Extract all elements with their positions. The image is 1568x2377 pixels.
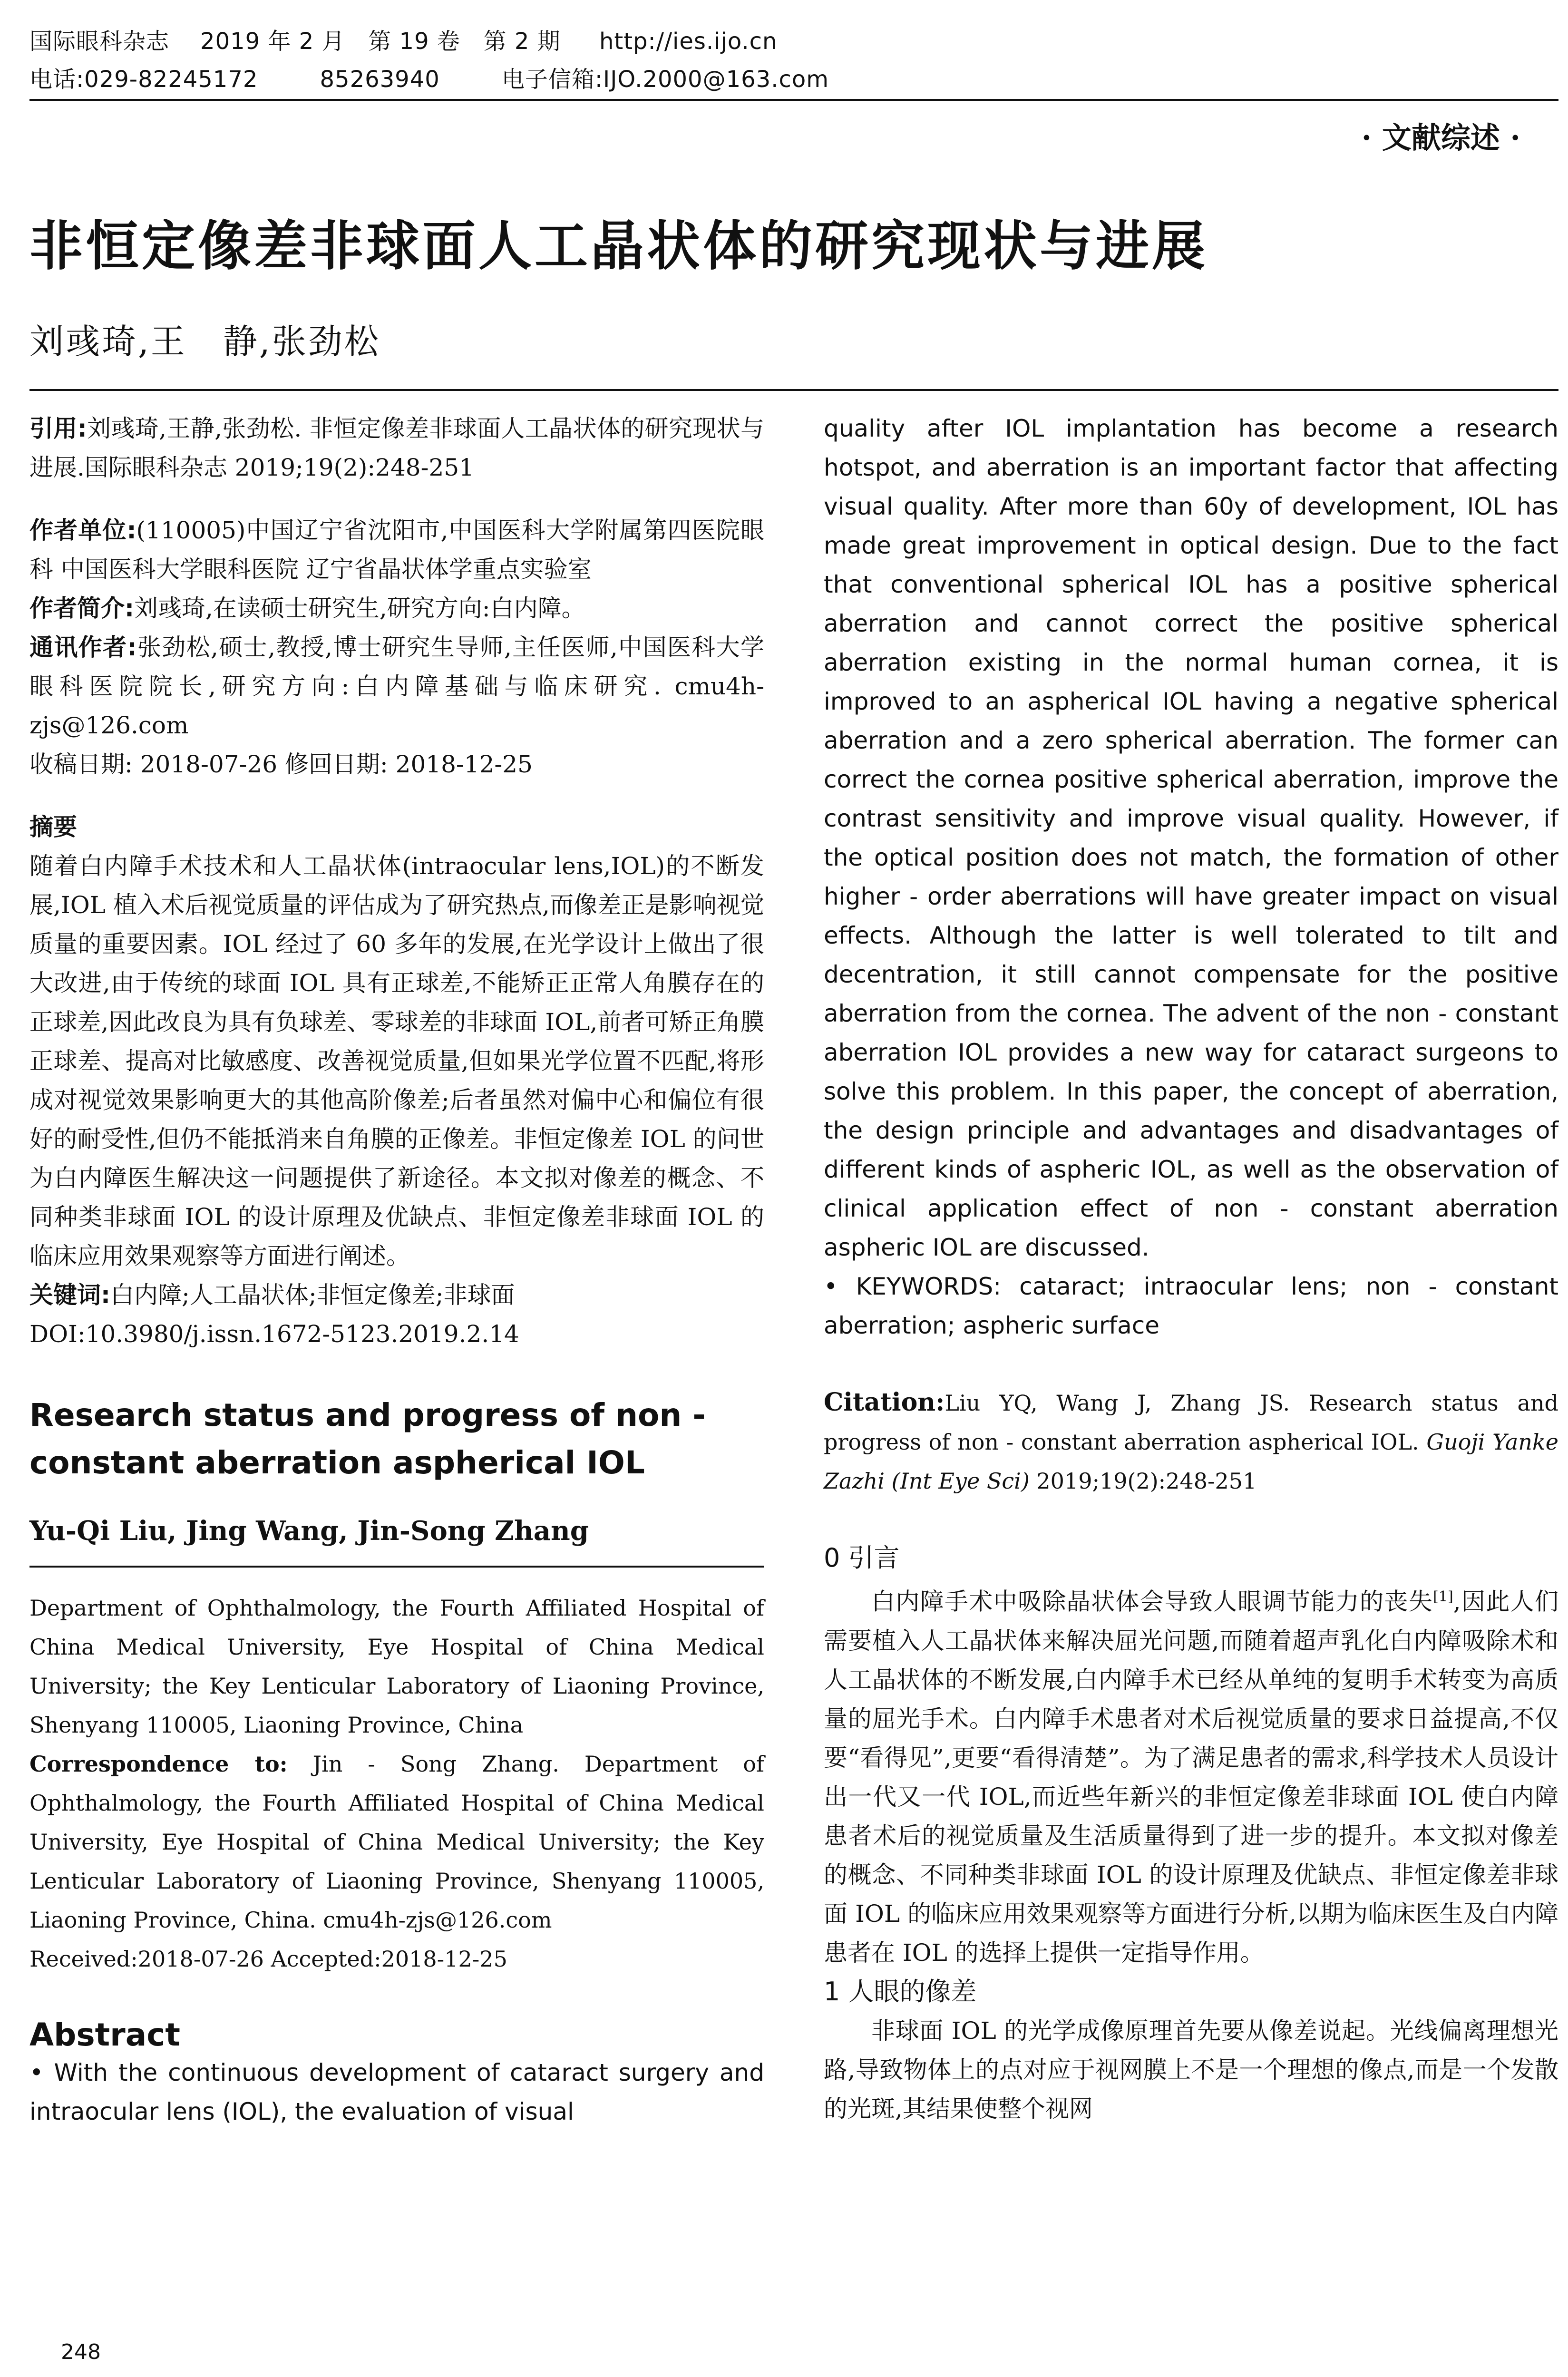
section-tag: · 文献综述 ·: [1361, 120, 1520, 155]
intro-heading: 0 引言: [824, 1543, 900, 1573]
title-rule: [29, 389, 1558, 391]
authors-rule: [29, 1566, 764, 1568]
english-dates: Received:2018-07-26 Accepted:2018-12-25: [29, 1946, 507, 1972]
section1-heading: 1 人眼的像差: [824, 1976, 977, 2007]
abstract-cn: 随着白内障手术技术和人工晶状体(intraocular lens,IOL)的不断发展,IOL 植入术后视觉质量的评估成为了研究热点,而像差正是影响视觉质量的重要因素。IOL 经过了 60 多年的发展,在光学设计上做出了很大改进,由于传统的球面 IOL 具有正球差,不能矫正正常人角膜存在的正球差,因此改良为具有负球差、零球差的非球面 IOL,前者可矫正角膜正球差、提高对比敏感度、改善视觉质量,但如果光学位置不匹配,将形成对视觉效果影响更大的其他高阶像差;后者虽然对偏中心和偏位有很好的耐受性,但仍不能抵消来自角膜的正像差。非恒定像差 IOL 的问世为白内障医生解决这一问题提供了新途径。本文拟对像差的概念、不同种类非球面 IOL 的设计原理及优缺点、非恒定像差非球面 IOL 的临床应用效果观察等方面进行阐述。: [29, 852, 764, 1270]
journal-header-line2: 电话:029-82245172 85263940 电子信箱:IJO.2000@163.com: [29, 66, 829, 93]
english-authors: Yu-Qi Liu, Jing Wang, Jin-Song Zhang: [29, 1515, 589, 1547]
abstract-en-continued: quality after IOL implantation has become a research hotspot, and aberration is an important factor that affecting visual quality. After more than 60y of development, IOL has made great improvement in optical design. Due to the fact that conventional spherical IOL has a positive spherical aberration and cannot correct the positive spherical aberration existing in the normal human cornea, it is improved to an aspherical IOL having a negative spherical aberration and a zero spherical aberration. The former can correct the cornea positive spherical aberration, improve the contrast sensitivity and improve visual quality. However, if the optical position does not match, the formation of other higher - order aberrations will have greater impact on visual effects. Although the latter is well tolerated to tilt and decentration, it still cannot compensate for the positive aberration from the cornea. The advent of the non - constant aberration IOL provides a new way for cataract surgeons to solve this problem. In this paper, the concept of aberration, the design principle and advantages and disadvantages of different kinds of aspheric IOL, as well as the observation of clinical application effect of non - constant aberration aspheric IOL are discussed.: [824, 415, 1558, 1261]
english-title: Research status and progress of non - constant aberration aspherical IOL: [29, 1397, 706, 1481]
doi: DOI:10.3980/j.issn.1672-5123.2019.2.14: [29, 1320, 519, 1348]
affiliation-cn: 作者单位:(110005)中国辽宁省沈阳市,中国医科大学附属第四医院眼科 中国医科大学眼科医院 辽宁省晶状体学重点实验室: [29, 516, 764, 583]
section1-text: 非球面 IOL 的光学成像原理首先要从像差说起。光线偏离理想光路,导致物体上的点对应于视网膜上不是一个理想的像点,而是一个发散的光斑,其结果使整个视网: [824, 2017, 1558, 2123]
english-affiliation: Department of Ophthalmology, the Fourth Affiliated Hospital of China Medical University, Eye Hospital of China Medical University; the Key Lenticular Laboratory of Liaoning Province, Shenyang 110005, Liaoning Province, China: [29, 1595, 764, 1738]
keywords-cn: 关键词:白内障;人工晶状体;非恒定像差;非球面: [29, 1281, 515, 1309]
citation-cn: 引用:刘彧琦,王静,张劲松. 非恒定像差非球面人工晶状体的研究现状与进展.国际眼科杂志 2019;19(2):248-251: [29, 415, 764, 481]
abstract-label-cn: 摘要: [29, 813, 77, 841]
right-column: [824, 409, 1558, 2128]
article-authors: 刘彧琦,王 静,张劲松: [29, 321, 380, 361]
left-column: [29, 409, 764, 2131]
keywords-en: • KEYWORDS: cataract; intraocular lens; non - constant aberration; aspheric surface: [824, 1273, 1558, 1339]
journal-header-line1: 国际眼科杂志 2019 年 2 月 第 19 卷 第 2 期 http://ies.ijo.cn: [29, 28, 778, 55]
author-bio-cn: 作者简介:刘彧琦,在读硕士研究生,研究方向:白内障。: [29, 594, 585, 622]
dates-cn: 收稿日期: 2018-07-26 修回日期: 2018-12-25: [29, 750, 533, 778]
correspondence-cn: 通讯作者:张劲松,硕士,教授,博士研究生导师,主任医师,中国医科大学眼科医院院长,研究方向:白内障基础与临床研究. cmu4h-zjs@126.com: [29, 633, 764, 739]
abstract-heading: Abstract: [29, 2017, 180, 2053]
abstract-en-start: • With the continuous development of cataract surgery and intraocular lens (IOL), the evaluation of visual: [29, 2059, 764, 2125]
intro-text: 白内障手术中吸除晶状体会导致人眼调节能力的丧失[1],因此人们需要植入人工晶状体来解决屈光问题,而随着超声乳化白内障吸除术和人工晶状体的不断发展,白内障手术已经从单纯的复明手术转变为高质量的屈光手术。白内障手术患者对术后视觉质量的要求日益提高,不仅要“看得见”,更要“看得清楚”。为了满足患者的需求,科学技术人员设计出一代又一代 IOL,而近些年新兴的非恒定像差非球面 IOL 使白内障患者术后的视觉质量及生活质量得到了进一步的提升。本文拟对像差的概念、不同种类非球面 IOL 的设计原理及优缺点、非恒定像差非球面 IOL 的临床应用效果观察等方面进行分析,以期为临床医生及白内障患者在 IOL 的选择上提供一定指导作用。: [824, 1588, 1558, 1967]
citation-en: Citation:Liu YQ, Wang J, Zhang JS. Research status and progress of non - constant aberration aspherical IOL. Guoji Yanke Zazhi (Int Eye Sci) 2019;19(2):248-251: [824, 1388, 1559, 1494]
article-title: 非恒定像差非球面人工晶状体的研究现状与进展: [29, 215, 1208, 277]
english-correspondence: Correspondence to: Jin - Song Zhang. Department of Ophthalmology, the Fourth Affiliated Hospital of China Medical University, Eye Hospital of China Medical University; the Key Lenticular Laboratory of Liaoning Province, Shenyang 110005, Liaoning Province, China. cmu4h-zjs@126.com: [29, 1751, 764, 1933]
header-rule: [29, 99, 1558, 101]
page-number: 248: [61, 2340, 101, 2364]
